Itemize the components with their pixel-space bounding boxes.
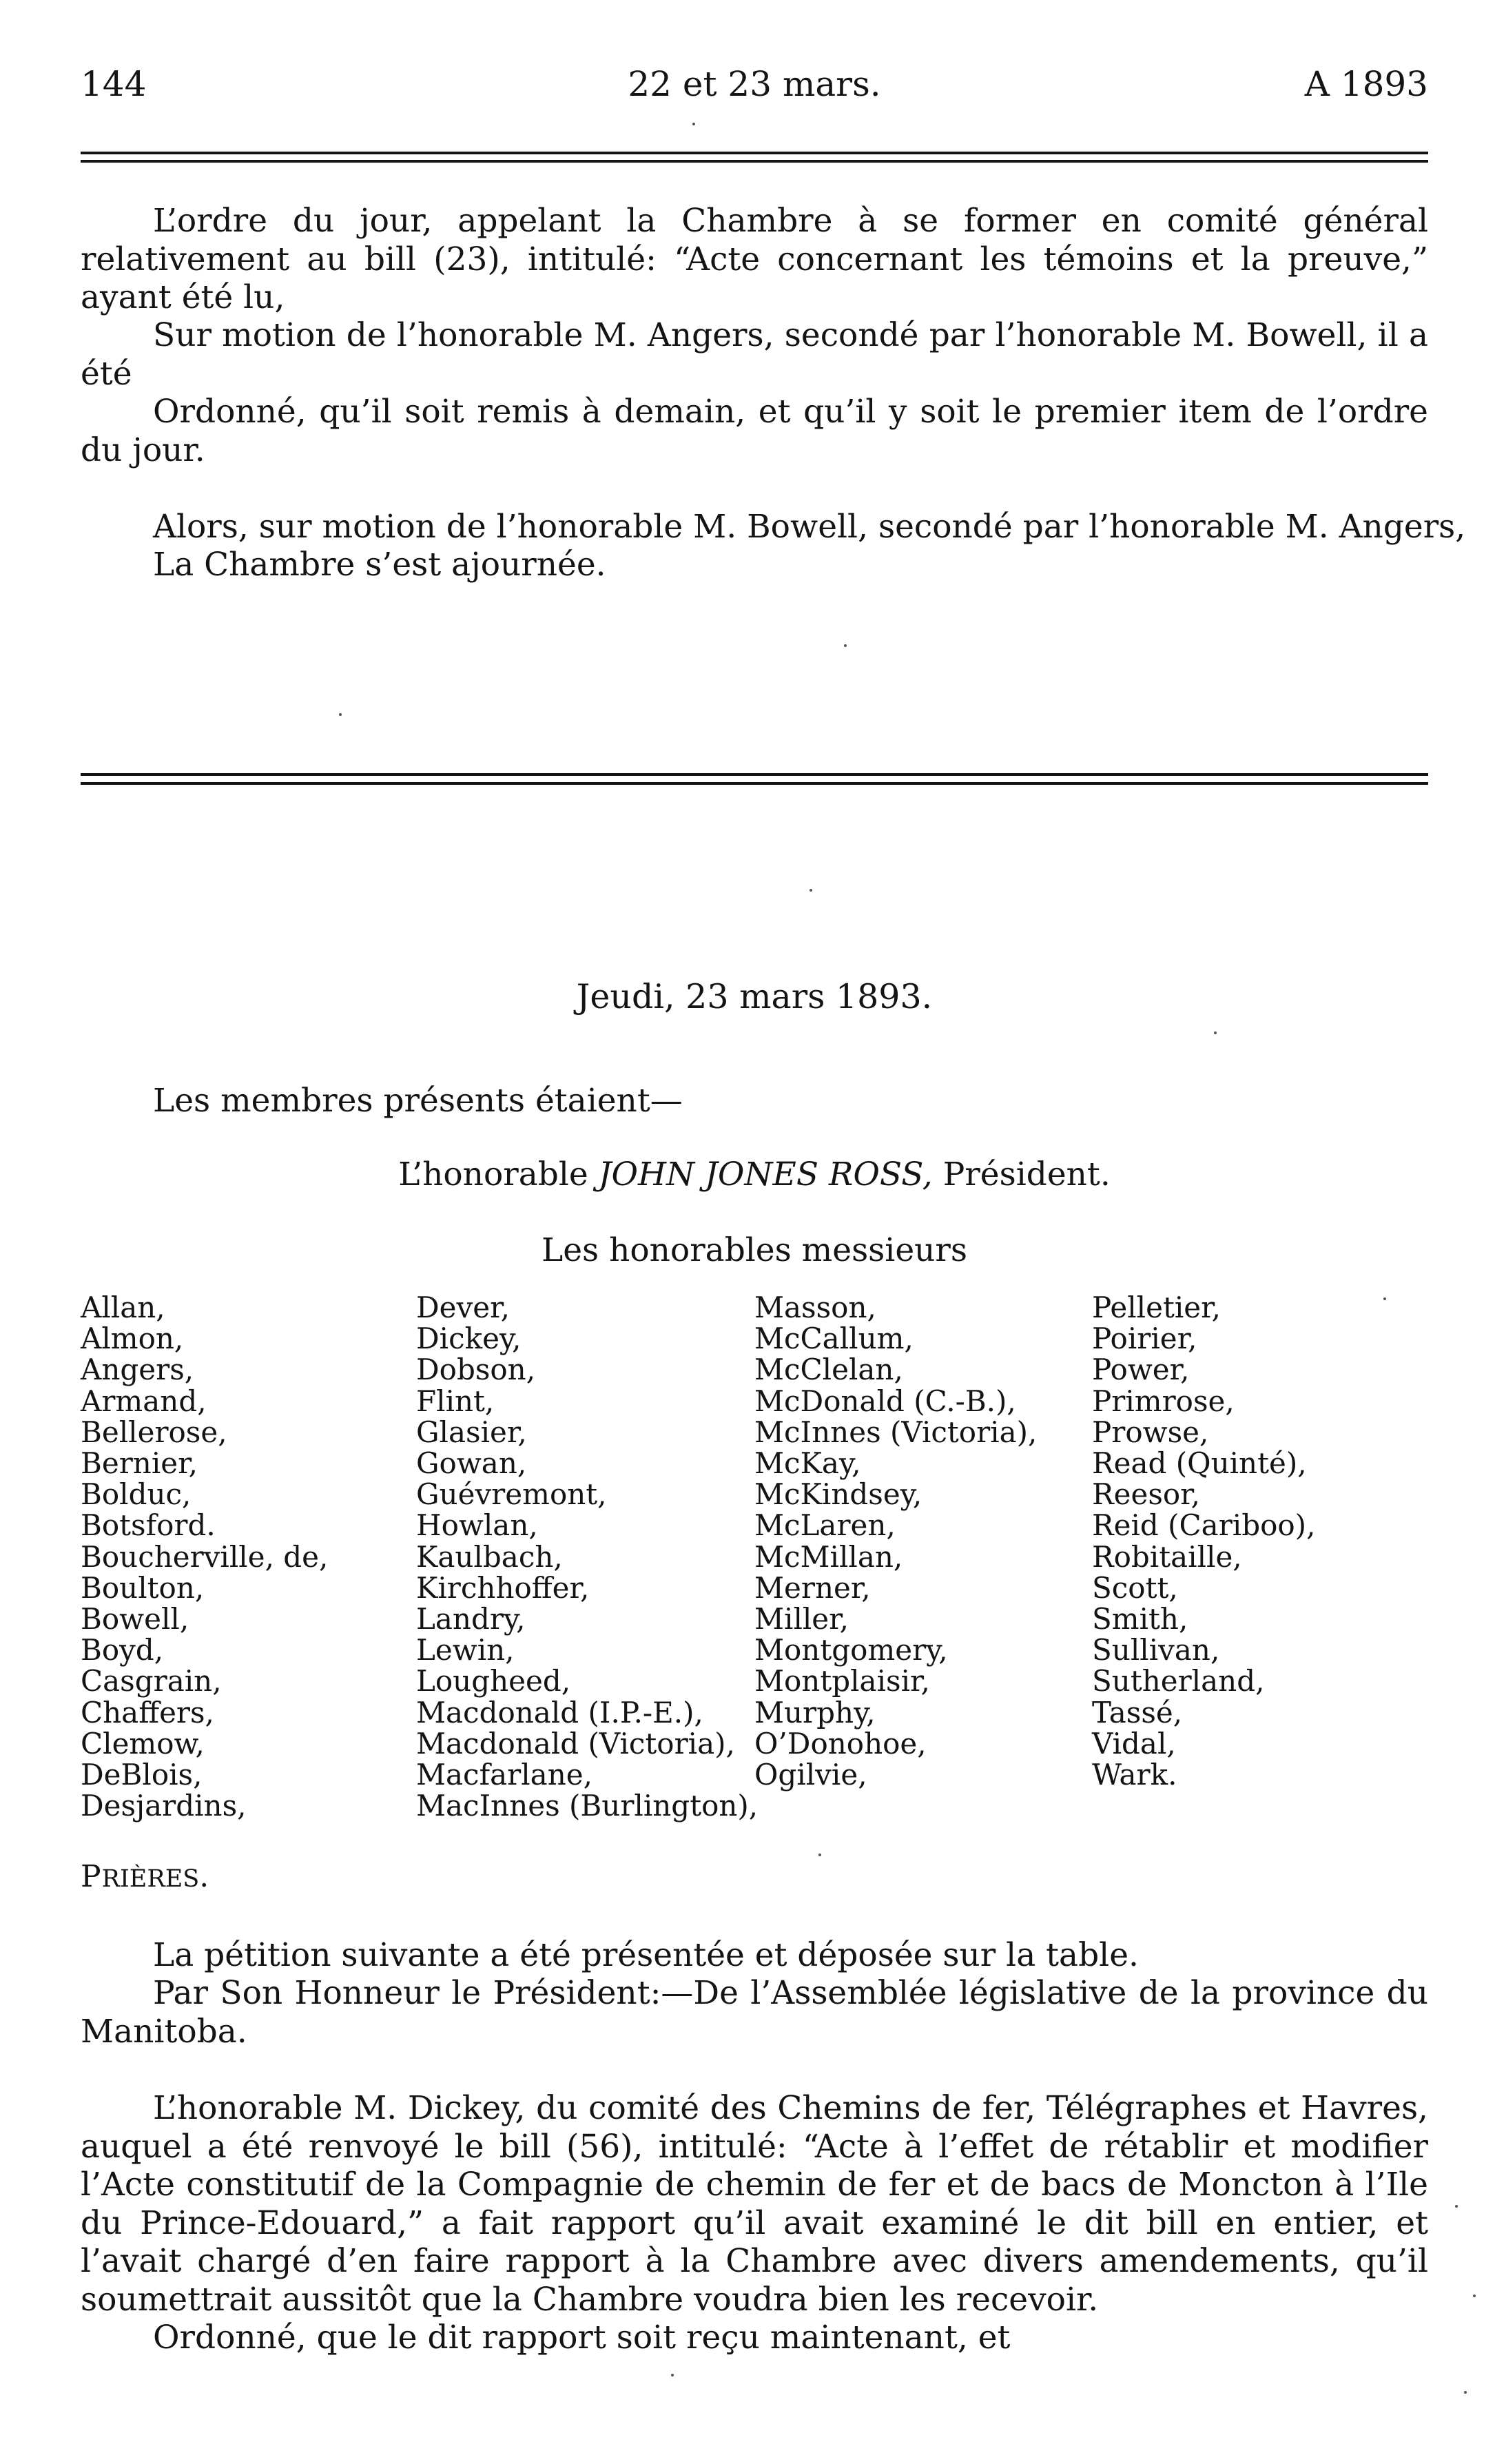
ordered-paragraph: Ordonné, qu’il soit remis à demain, et qu’il y soit le premier item de l’ordre du jour. [81, 393, 1428, 469]
member-name: Bernier, [81, 1446, 198, 1481]
header-date: 22 et 23 mars. [628, 64, 881, 104]
adjournment-line: La Chambre s’est ajournée. [153, 546, 606, 584]
scan-speck [692, 123, 695, 125]
member-name: Power, [1092, 1353, 1190, 1387]
member-name: Armand, [81, 1384, 207, 1418]
member-name: Scott, [1092, 1570, 1178, 1605]
petition-intro: La pétition suivante a été présentée et déposée sur la table. [153, 1936, 1139, 1974]
members-column-4 [1092, 1292, 1315, 1790]
member-name: Vidal, [1092, 1726, 1176, 1760]
member-name: Guévremont, [416, 1477, 607, 1512]
president-name: JOHN JONES ROSS, [598, 1156, 933, 1193]
member-name: Tassé, [1092, 1695, 1183, 1729]
member-name: DeBlois, [81, 1758, 203, 1792]
member-name: Glasier, [416, 1415, 527, 1449]
member-name: Allan, [81, 1291, 165, 1324]
member-name: Masson, [754, 1291, 876, 1324]
scan-speck [1214, 1031, 1217, 1034]
member-name: Reesor, [1092, 1477, 1200, 1512]
member-name: Macfarlane, [416, 1758, 592, 1792]
members-heading: Les honorables messieurs [541, 1231, 968, 1269]
member-name: Reid (Cariboo), [1092, 1508, 1316, 1543]
scan-speck [844, 644, 847, 647]
member-name: Dever, [416, 1291, 510, 1324]
scan-speck [1473, 2294, 1476, 2297]
member-name: McDonald (C.-B.), [754, 1384, 1016, 1418]
sitting-date: Jeudi, 23 mars 1893. [576, 977, 933, 1016]
member-name: Primrose, [1092, 1384, 1235, 1418]
member-name: Kirchhoffer, [416, 1570, 590, 1605]
member-name: Prowse, [1092, 1415, 1209, 1449]
member-name: Chaffers, [81, 1695, 214, 1729]
member-name: MacInnes (Burlington), [416, 1789, 759, 1823]
member-name: Poirier, [1092, 1322, 1197, 1356]
adjournment-motion: Alors, sur motion de l’honorable M. Bowell, secondé par l’honorable M. Angers, [153, 508, 1466, 546]
member-name: Sullivan, [1092, 1633, 1220, 1667]
member-name: Murphy, [754, 1695, 876, 1729]
header-rule-bottom [81, 160, 1428, 163]
member-name: Montplaisir, [754, 1664, 930, 1698]
member-name: Flint, [416, 1384, 495, 1418]
header-year: A 1893 [1304, 64, 1428, 104]
member-name: Lewin, [416, 1633, 515, 1667]
scan-speck [339, 713, 342, 716]
member-name: Montgomery, [754, 1633, 948, 1667]
member-name: Boucherville, de, [81, 1539, 329, 1574]
order-of-day-paragraph: L’ordre du jour, appelant la Chambre à se former en comité général relativement au bill (23), intitulé: “Acte concernant les témoins et la preuve,” ayant été lu, [81, 202, 1428, 316]
ordered-report-line: Ordonné, que le dit rapport soit reçu maintenant, et [153, 2319, 1011, 2357]
members-column-3 [754, 1292, 1037, 1790]
member-name: Wark. [1092, 1758, 1177, 1792]
member-name: McKindsey, [754, 1477, 922, 1512]
member-name: Read (Quinté), [1092, 1446, 1307, 1481]
member-name: McClelan, [754, 1353, 903, 1387]
member-name: Merner, [754, 1570, 871, 1605]
member-name: Dickey, [416, 1322, 522, 1356]
member-name: O’Donohoe, [754, 1726, 927, 1760]
member-name: Pelletier, [1092, 1291, 1221, 1324]
member-name: Ogilvie, [754, 1758, 867, 1792]
members-column-1 [81, 1292, 328, 1821]
member-name: Sutherland, [1092, 1664, 1265, 1698]
scan-speck [1464, 2391, 1467, 2394]
member-name: Howlan, [416, 1508, 538, 1543]
member-name: Kaulbach, [416, 1539, 563, 1574]
member-name: Casgrain, [81, 1664, 222, 1698]
member-name: Almon, [81, 1322, 184, 1356]
member-name: Smith, [1092, 1602, 1188, 1636]
member-name: Boulton, [81, 1570, 205, 1605]
member-name: McKay, [754, 1446, 861, 1481]
member-name: Gowan, [416, 1446, 527, 1481]
prayers-heading: PRIÈRES. [81, 1859, 210, 1894]
header-rule-top [81, 152, 1428, 154]
member-name: Bolduc, [81, 1477, 192, 1512]
motion-paragraph: Sur motion de l’honorable M. Angers, secondé par l’honorable M. Bowell, il a été [81, 316, 1428, 393]
member-name: Clemow, [81, 1726, 205, 1760]
petition-paragraph: Par Son Honneur le Président:—De l’Assemblée législative de la province du Manitoba. [81, 1974, 1428, 2051]
scan-speck [671, 2374, 674, 2376]
president-line: L’honorable JOHN JONES ROSS, Président. [398, 1156, 1111, 1193]
member-name: Bellerose, [81, 1415, 227, 1449]
member-name: McInnes (Victoria), [754, 1415, 1038, 1449]
member-name: Robitaille, [1092, 1539, 1242, 1574]
member-name: Lougheed, [416, 1664, 571, 1698]
scan-speck [810, 889, 812, 892]
scan-speck [1383, 1297, 1386, 1300]
members-column-2 [416, 1292, 758, 1821]
committee-report-paragraph: L’honorable M. Dickey, du comité des Chemins de fer, Télégraphes et Havres, auquel a été renvoyé le bill (56), intitulé: “Acte à l’effet de rétablir et modifier l’Acte constitutif de la Compagnie de chemin de fer et de bacs de Moncton à l’Ile du Prince-Edouard,” a fait rapport qu’il avait examiné le dit bill en entier, et l’avait chargé d’en faire rapport à la Chambre avec divers amendements, qu’il soumettrait aussitôt que la Chambre voudra bien les recevoir. [81, 2089, 1428, 2319]
member-name: Landry, [416, 1602, 526, 1636]
member-name: McLaren, [754, 1508, 896, 1543]
member-name: Botsford. [81, 1508, 216, 1543]
member-name: Desjardins, [81, 1789, 247, 1823]
member-name: Dobson, [416, 1353, 536, 1387]
scan-speck [818, 1854, 821, 1856]
members-present-label: Les membres présents étaient— [153, 1082, 683, 1120]
member-name: McCallum, [754, 1322, 914, 1356]
page-number: 144 [81, 64, 147, 104]
member-name: Boyd, [81, 1633, 164, 1667]
section-rule-top [81, 773, 1428, 776]
member-name: Bowell, [81, 1602, 189, 1636]
member-name: Macdonald (I.P.-E.), [416, 1695, 703, 1729]
section-rule-bottom [81, 782, 1428, 785]
member-name: McMillan, [754, 1539, 903, 1574]
member-name: Miller, [754, 1602, 849, 1636]
scan-speck [1455, 2205, 1458, 2208]
member-name: Macdonald (Victoria), [416, 1726, 735, 1760]
member-name: Angers, [81, 1353, 194, 1387]
